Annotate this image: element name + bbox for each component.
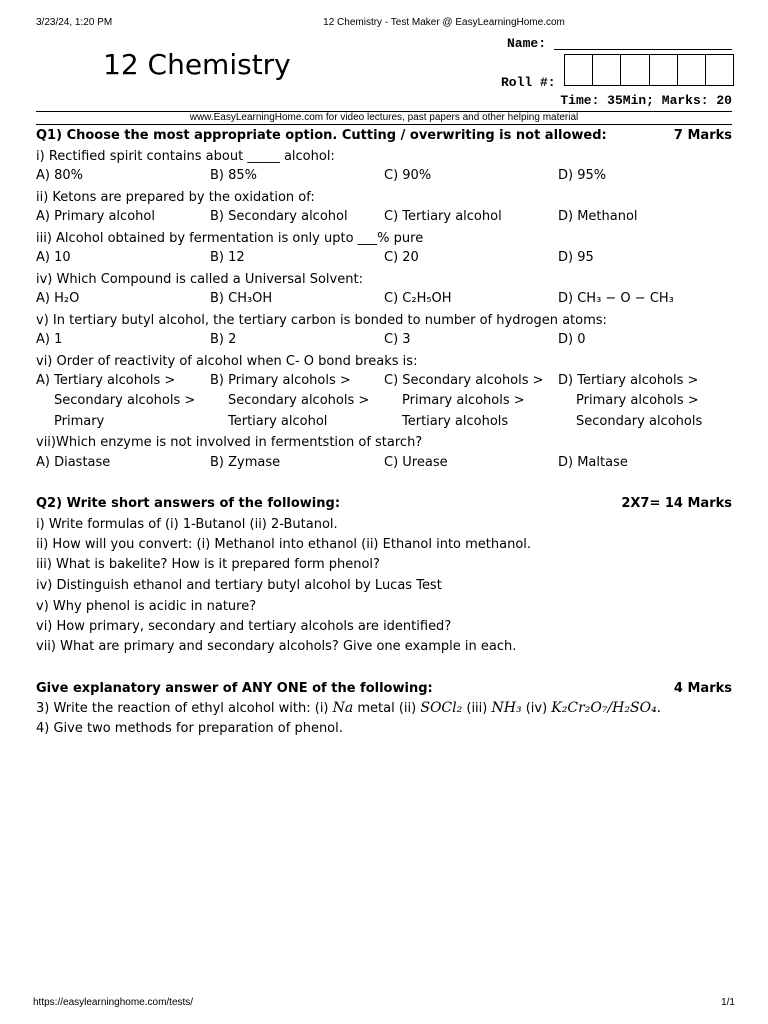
q3-item-4: 4) Give two methods for preparation of phenol. [36, 721, 343, 736]
q1-option-b-line3: Tertiary alcohol [228, 414, 328, 429]
q1-option-d: D) 95 [558, 250, 594, 265]
footer-page: 1/1 [721, 997, 735, 1008]
q2-item-5: v) Why phenol is acidic in nature? [36, 599, 257, 614]
q3-marks: 4 Marks [673, 681, 732, 696]
name-line [554, 49, 732, 50]
q1-stem-4: iv) Which Compound is called a Universal Solvent: [36, 272, 363, 287]
q2-item-6: vi) How primary, secondary and tertiary alcohols are identified? [36, 619, 452, 634]
q1-option-d: D) Maltase [558, 455, 628, 470]
q1-option-c: C) 90% [384, 168, 432, 183]
q1-option-b: B) 2 [210, 332, 237, 347]
formula-nh3: NH₃ [491, 700, 522, 716]
q1-stem-3: iii) Alcohol obtained by fermentation is only upto ___% pure [36, 231, 424, 246]
q1-option-d: D) 95% [558, 168, 607, 183]
q1-option-d-line3: Secondary alcohols [576, 414, 703, 429]
q1-option-c-line3: Tertiary alcohols [402, 414, 509, 429]
name-label: Name: [507, 36, 547, 51]
q1-option-c: C) Tertiary alcohol [384, 209, 502, 224]
q1-option-b-line1: B) Primary alcohols > [210, 373, 351, 388]
q1-marks: 7 Marks [673, 128, 732, 143]
paper-title: 12 Chemistry [103, 48, 291, 81]
q1-stem-2: ii) Ketons are prepared by the oxidation of: [36, 190, 315, 205]
q1-option-a: A) 10 [36, 250, 71, 265]
q1-option-b: B) Secondary alcohol [210, 209, 348, 224]
formula-socl2: SOCl₂ [420, 700, 463, 716]
q1-option-b-line2: Secondary alcohols > [228, 393, 370, 408]
q1-option-a-line2: Secondary alcohols > [54, 393, 196, 408]
q2-item-1: i) Write formulas of (i) 1-Butanol (ii) 2-Butanol. [36, 517, 338, 532]
q2-item-3: iii) What is bakelite? How is it prepared form phenol? [36, 557, 380, 572]
q1-option-c: C) 20 [384, 250, 419, 265]
q1-stem-6: vi) Order of reactivity of alcohol when C- O bond breaks is: [36, 354, 418, 369]
q3-item-3: 3) Write the reaction of ethyl alcohol with: (i) Na metal (ii) SOCl₂ (iii) NH₃ (iv) K₂Cr₂O₇/H₂SO₄. [36, 700, 662, 716]
q1-heading: Q1) Choose the most appropriate option. Cutting / overwriting is not allowed: 7 Marks [36, 128, 732, 143]
q2-heading: Q2) Write short answers of the following: 2X7= 14 Marks [36, 496, 732, 511]
q1-option-b: B) Zymase [210, 455, 281, 470]
q1-option-a: A) Primary alcohol [36, 209, 155, 224]
q1-stem-5: v) In tertiary butyl alcohol, the tertiary carbon is bonded to number of hydrogen atoms: [36, 313, 607, 328]
formula-na: Na [332, 700, 354, 716]
time-marks: Time: 35Min; Marks: 20 [560, 93, 732, 108]
divider-bottom [36, 124, 732, 125]
q1-option-a-line3: Primary [54, 414, 105, 429]
q2-item-4: iv) Distinguish ethanol and tertiary butyl alcohol by Lucas Test [36, 578, 442, 593]
q1-option-d: D) 0 [558, 332, 586, 347]
q1-stem-7: vii)Which enzyme is not involved in fermentstion of starch? [36, 435, 423, 450]
q1-option-a: A) Diastase [36, 455, 111, 470]
q2-marks: 2X7= 14 Marks [621, 496, 732, 511]
q1-option-b: B) 85% [210, 168, 258, 183]
footer-url: https://easylearninghome.com/tests/ [33, 997, 194, 1008]
q1-option-a: A) 1 [36, 332, 63, 347]
q1-option-d-line2: Primary alcohols > [576, 393, 699, 408]
q1-option-c-line2: Primary alcohols > [402, 393, 525, 408]
print-datetime: 3/23/24, 1:20 PM [36, 17, 113, 28]
q1-option-c-line1: C) Secondary alcohols > [384, 373, 544, 388]
q3-heading: Give explanatory answer of ANY ONE of the following: 4 Marks [36, 681, 732, 696]
print-page-title: 12 Chemistry - Test Maker @ EasyLearningHome.com [323, 17, 565, 28]
q1-option-d: D) CH₃ − O − CH₃ [558, 291, 674, 306]
q2-item-7: vii) What are primary and secondary alcohols? Give one example in each. [36, 639, 517, 654]
q1-option-a: A) 80% [36, 168, 83, 183]
roll-label: Roll #: [501, 75, 556, 90]
website-note: www.EasyLearningHome.com for video lectures, past papers and other helping material [189, 112, 579, 123]
roll-number-boxes [564, 54, 734, 86]
q1-option-c: C) 3 [384, 332, 411, 347]
q1-stem-1: i) Rectified spirit contains about _____ alcohol: [36, 149, 335, 164]
q1-option-c: C) C₂H₅OH [384, 291, 452, 306]
q1-option-d-line1: D) Tertiary alcohols > [558, 373, 699, 388]
formula-k2cr2o7: K₂Cr₂O₇/H₂SO₄. [551, 700, 662, 716]
q1-option-b: B) CH₃OH [210, 291, 273, 306]
q1-option-d: D) Methanol [558, 209, 638, 224]
q1-option-a-line1: A) Tertiary alcohols > [36, 373, 176, 388]
q1-option-a: A) H₂O [36, 291, 80, 306]
q1-option-c: C) Urease [384, 455, 448, 470]
q2-item-2: ii) How will you convert: (i) Methanol into ethanol (ii) Ethanol into methanol. [36, 537, 532, 552]
q1-option-b: B) 12 [210, 250, 245, 265]
